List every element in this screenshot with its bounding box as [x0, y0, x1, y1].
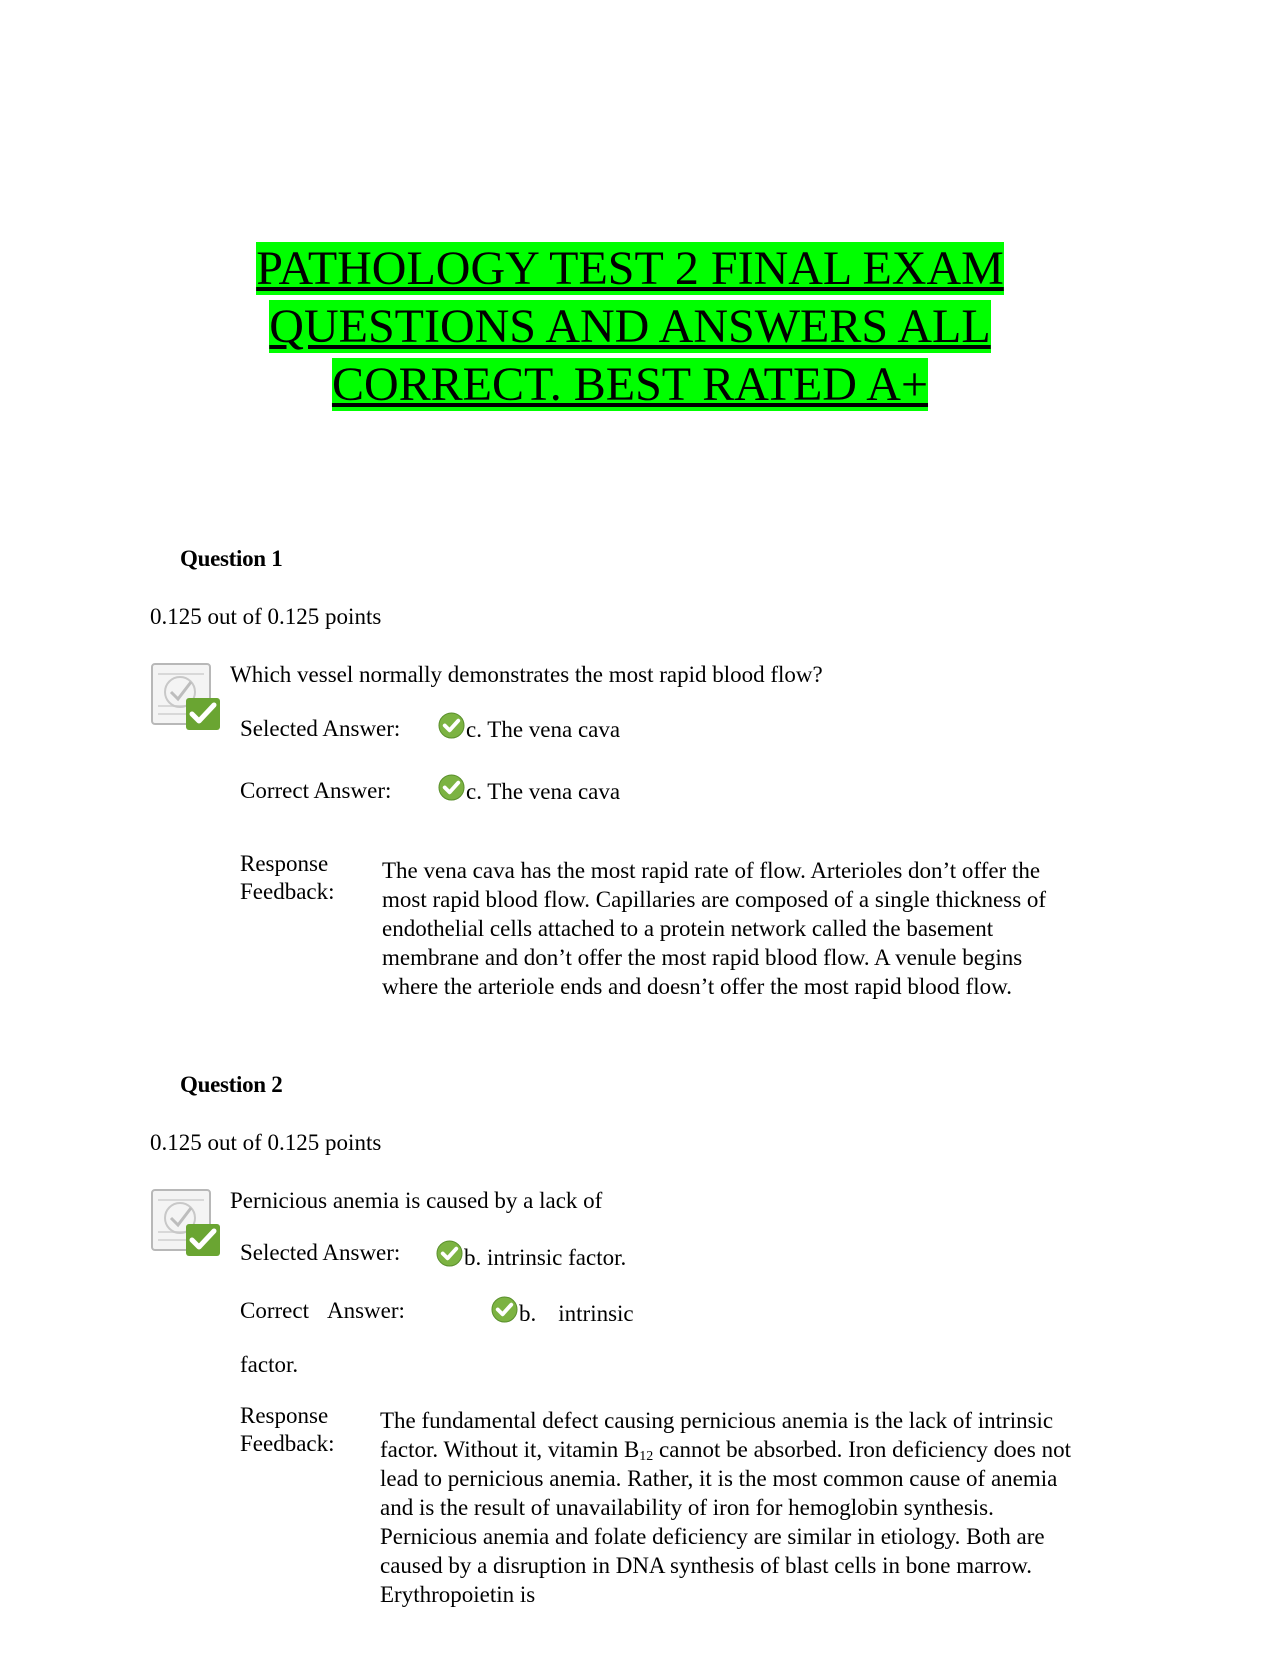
feedback-subscript: 12: [639, 1449, 654, 1464]
response-feedback-text: The vena cava has the most rapid rate of flow. Arterioles don’t offer the most rapid blood flow. Capillaries are composed of a single thickness of endothelial cells attached to a protein network called the basement membrane and don’t offer the most rapid blood flow. A venule begins where the arteriole ends and doesn’t offer the most rapid blood flow.: [382, 858, 1047, 999]
selected-answer-label: Selected Answer:: [240, 1240, 401, 1265]
title-line-3: CORRECT. BEST RATED A+: [331, 358, 929, 411]
feedback-label-line-1: Response: [240, 851, 329, 876]
checkmark-icon: [438, 774, 465, 801]
question-2-points: 0.125 out of 0.125 points: [150, 1130, 382, 1155]
feedback-label-line-1: Response: [240, 1403, 329, 1428]
correct-answer: [491, 1296, 634, 1327]
response-feedback-label: [240, 1402, 350, 1458]
graded-correct-icon: [150, 1188, 224, 1258]
correct-answer-value: c. The vena cava: [466, 779, 621, 804]
selected-answer: [436, 1240, 626, 1271]
question-1-heading: Question 1: [180, 546, 283, 571]
question-1-points: 0.125 out of 0.125 points: [150, 604, 382, 629]
response-feedback-label: [240, 850, 350, 906]
feedback-label-line-2: Feedback:: [240, 879, 335, 904]
correct-answer: [438, 774, 620, 805]
correct-answer-value-continued: factor.: [240, 1352, 299, 1377]
checkmark-icon: [491, 1296, 518, 1323]
selected-answer-value: c. The vena cava: [466, 717, 621, 742]
title-line-2: QUESTIONS AND ANSWERS ALL: [269, 300, 991, 353]
selected-answer: [438, 712, 620, 743]
checkmark-icon: [436, 1240, 463, 1267]
correct-answer-label: Correct Answer:: [240, 778, 392, 803]
correct-label-word-1: Correct: [240, 1298, 309, 1323]
graded-correct-icon: [150, 662, 224, 732]
selected-answer-label: Selected Answer:: [240, 716, 401, 741]
document-title: [0, 240, 1260, 414]
checkmark-icon: [438, 712, 465, 739]
response-feedback-text: [380, 1406, 1080, 1609]
feedback-text-part-2: cannot be absorbed. Iron deficiency does not lead to pernicious anemia. Rather, it is the most common cause of anemia and is the result of unavailability of iron for hemoglobin synthesis. Pernicious anemia and folate deficiency are similar in etiology. Both are caused by a disruption in DNA synthesis of blast cells in bone marrow. Erythropoietin is: [380, 1437, 1071, 1607]
question-2-heading: Question 2: [180, 1072, 283, 1097]
correct-answer-value-part-2: intrinsic: [558, 1301, 634, 1326]
correct-answer-value-part-1: b.: [519, 1301, 537, 1326]
selected-answer-value: b. intrinsic factor.: [464, 1245, 627, 1270]
question-2-text: Pernicious anemia is caused by a lack of: [230, 1188, 603, 1213]
question-1-text: Which vessel normally demonstrates the most rapid blood flow?: [230, 662, 823, 687]
correct-label-word-2: Answer:: [326, 1298, 405, 1323]
title-line-1: PATHOLOGY TEST 2 FINAL EXAM: [256, 242, 1004, 295]
correct-answer-label: [240, 1298, 405, 1324]
feedback-text-part-1: The fundamental defect causing pernicious anemia is the lack of intrinsic factor. Without it, vitamin B: [380, 1408, 1054, 1462]
feedback-label-line-2: Feedback:: [240, 1431, 335, 1456]
